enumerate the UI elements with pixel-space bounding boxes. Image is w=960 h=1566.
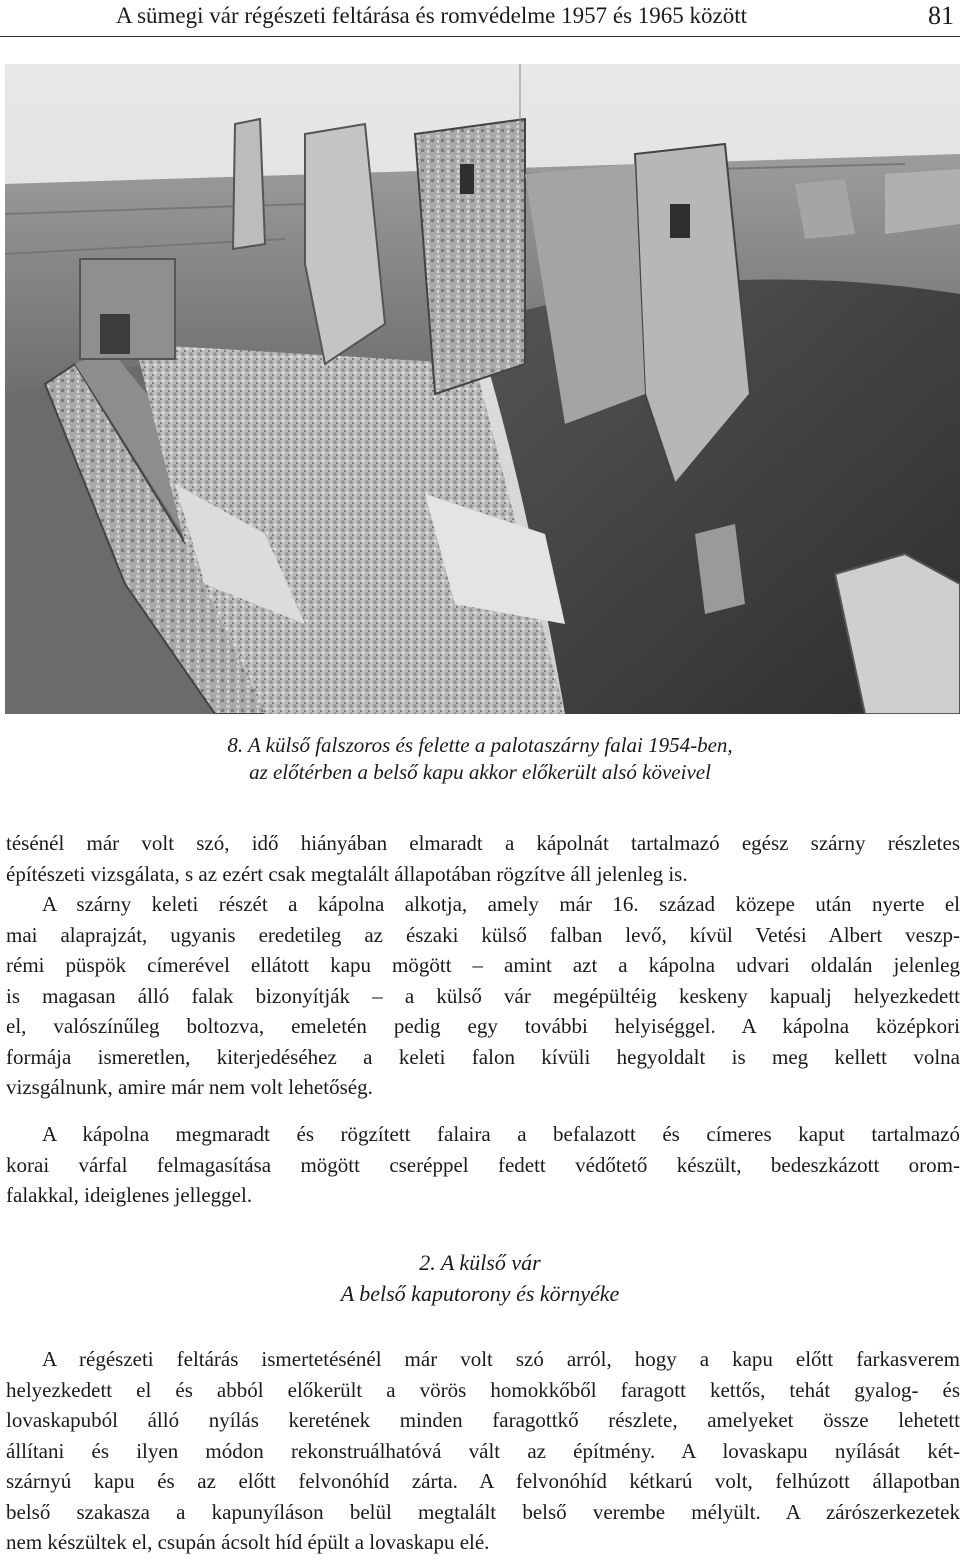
page-number: 81 (928, 1, 954, 30)
paragraph-chapel (6, 889, 960, 1103)
text-line: tésénél már volt szó, idő hiányában elmaradt a kápolnát tartalmazó egész szárny részletes (6, 831, 960, 855)
figure-caption-line: az előtérben a belső kapu akkor előkerült alsó köveivel (249, 760, 711, 784)
text-line: vizsgálnunk, amire már nem volt lehetőség. (6, 1075, 373, 1099)
text-line: belső szakasza a kapunyíláson belül megtalált belső verembe mélyült. A zárószerkezetek (6, 1499, 960, 1524)
castle-ruins-photo (5, 64, 960, 714)
text-line: szárnyú kapu és az előtt felvonóhíd zárta. A felvonóhíd kétkarú volt, felhúzott állapotban (6, 1469, 960, 1493)
figure-caption (0, 732, 960, 786)
text-line: mai alaprajzát, ugyanis eredetileg az északi külső falban levő, kívül Vetési Albert veszp- (6, 922, 960, 947)
text-line: formája ismeretlen, kiterjedéséhez a keleti falon kívüli hegyoldalt is meg kellett volna (6, 1044, 960, 1069)
text-line: is magasan álló falak bizonyítják – a külső vár megépültéig keskeny kapualj helyezkedett (6, 983, 960, 1008)
paragraph-gate (6, 1344, 960, 1558)
text-line: A régészeti feltárás ismertetésénél már volt szó arról, hogy a kapu előtt farkasverem (42, 1347, 960, 1371)
paragraph-continued (6, 828, 960, 889)
text-line: el, valószínűleg boltozva, emeletén pedig egy további helyiséggel. A kápolna középkori (6, 1014, 960, 1038)
text-line: korai várfal felmagasítása mögött cseréppel fedett védőtető készült, bedeszkázott orom- (6, 1152, 960, 1177)
text-line: állítani és ilyen módon rekonstruálhatóvá vált az építmény. A lovaskapu nyílását két- (6, 1438, 960, 1463)
text-line: A szárny keleti részét a kápolna alkotja, amely már 16. század közepe után nyerte el (42, 892, 960, 916)
text-line: lovaskapuból álló nyílás keretének minden faragottkő részlete, amelyeket össze lehetett (6, 1408, 960, 1432)
section-title: 2. A külső vár (419, 1250, 541, 1275)
figure-caption-line: 8. A külső falszoros és felette a palotaszárny falai 1954-ben, (227, 733, 733, 757)
text-line: rémi püspök címerével ellátott kapu mögött – amint azt a kápolna udvari oldalán jelenleg (6, 953, 960, 977)
text-line: falakkal, ideiglenes jelleggel. (6, 1183, 253, 1207)
section-subtitle: A belső kaputorony és környéke (340, 1281, 620, 1306)
text-line: helyezkedett el és abból előkerült a vörös homokkőből faragott kettős, tehát gyalog- és (6, 1377, 960, 1402)
text-line: nem készültek el, csupán ácsolt híd épült a lovaskapu elé. (6, 1530, 490, 1554)
text-line: építészeti vizsgálata, s az ezért csak megtalált állapotában rögzítve áll jelenleg is. (6, 861, 688, 886)
paragraph-roof (6, 1119, 960, 1211)
text-line: A kápolna megmaradt és rögzített falaira a befalazott és címeres kaput tartalmazó (42, 1122, 960, 1146)
running-header (0, 0, 960, 37)
running-header-title: A sümegi vár régészeti feltárása és romvédelme 1957 és 1965 között (116, 3, 748, 28)
